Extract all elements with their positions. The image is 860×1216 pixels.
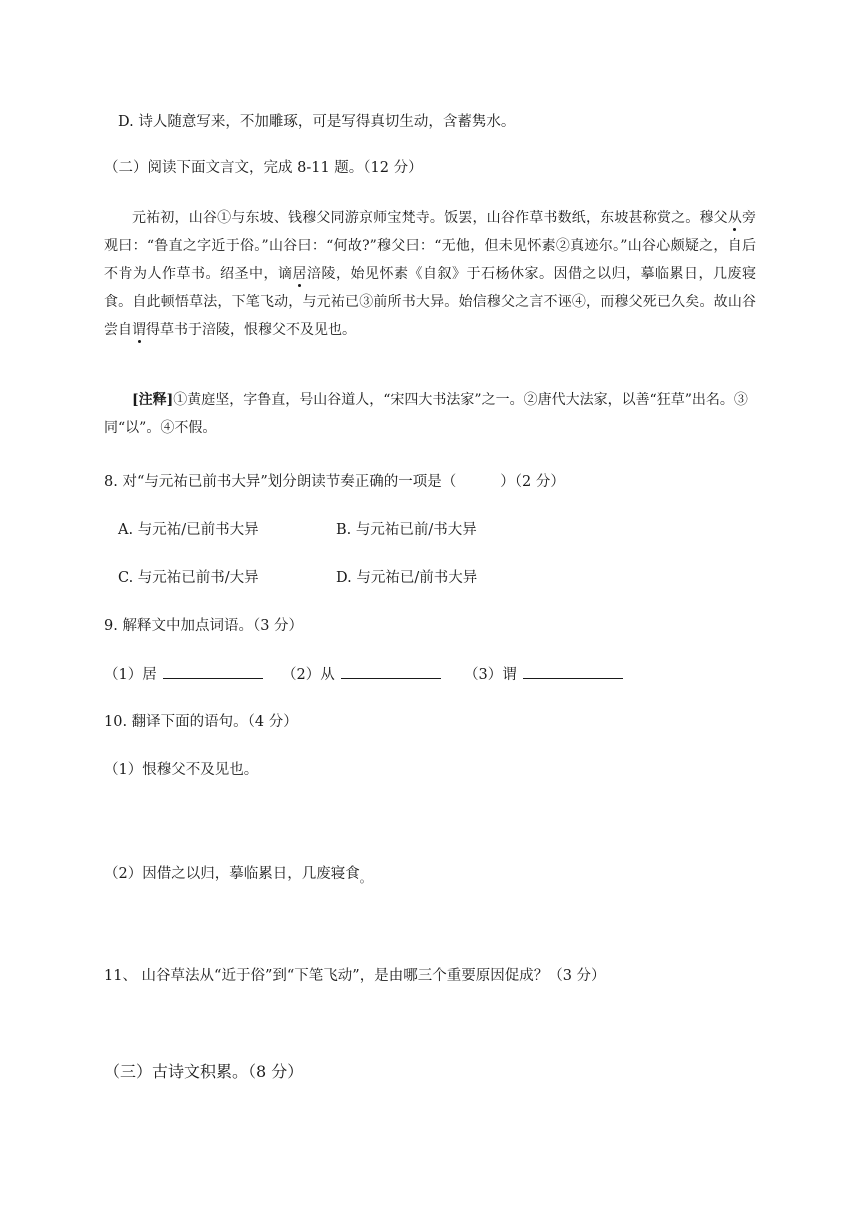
q9-item-label: （3）谓 bbox=[464, 667, 517, 683]
q10-sentence-1: （1）恨穆父不及见也。 bbox=[104, 762, 259, 778]
passage-text: 元祐初，山谷①与东坡、钱穆父同游京师宝梵寺。饭罢，山谷作草书数纸，东坡甚称赏之。穆父 bbox=[132, 210, 728, 226]
classical-passage bbox=[104, 204, 756, 344]
q10-sentence-2 bbox=[104, 864, 372, 884]
note-label: [注释] bbox=[132, 392, 174, 408]
q9-item-label: （1）居 bbox=[104, 667, 157, 683]
answer-blank-3[interactable] bbox=[523, 664, 623, 679]
q8-stem-score: ）（2 分） bbox=[500, 474, 565, 490]
dotted-word-cong: 从 bbox=[727, 210, 742, 226]
annotation-block bbox=[104, 386, 756, 442]
q9-stem: 9. 解释文中加点词语。（3 分） bbox=[104, 618, 304, 634]
answer-blank-1[interactable] bbox=[163, 664, 263, 679]
q9-item-label: （2）从 bbox=[282, 667, 335, 683]
q10-sentence-2-period: 。 bbox=[359, 871, 372, 885]
q8-option-d: D. 与元祐已/前书大异 bbox=[336, 570, 478, 586]
dotted-word-ju: 居 bbox=[292, 266, 307, 282]
q8-stem-text: 8. 对“与元祐已前书大异”划分朗读节奏正确的一项是（ bbox=[104, 474, 457, 490]
passage-text: 得草书于涪陵，恨穆父不及见也。 bbox=[146, 322, 356, 338]
q7-option-d: D. 诗人随意写来，不加雕琢，可是写得真切生动，含蓄隽水。 bbox=[118, 114, 516, 130]
q9-item-2 bbox=[282, 664, 441, 685]
q8-option-c: C. 与元祐已前书/大异 bbox=[118, 570, 259, 586]
section3-heading: （三）古诗文积累。（8 分） bbox=[104, 1062, 304, 1081]
passage-text: 旁观曰：“鲁直之字近于俗。”山谷曰：“何故?”穆父曰：“无他，但未见怀素②真迹尔。”山谷心颇疑之，自后不肯为人作草书。绍圣中，谪 bbox=[104, 210, 756, 282]
q8-stem bbox=[104, 472, 565, 492]
note-text: ①黄庭坚，字鲁直，号山谷道人，“宋四大书法家”之一。②唐代大法家，以善“狂草”出名。③同“以”。④不假。 bbox=[104, 392, 748, 436]
q8-option-b: B. 与元祐已前/书大异 bbox=[336, 522, 477, 538]
answer-blank-2[interactable] bbox=[341, 664, 441, 679]
q9-item-1 bbox=[104, 664, 263, 685]
q10-sentence-2-text: （2）因借之以归，摹临累日，几废寝食 bbox=[104, 866, 360, 882]
passage-text: 涪陵，始见怀素《自叙》于石杨休家。因借之以归，摹临累日，几废寝食。自此顿悟草法，下笔飞动，与元祐已③前所书大异。始信穆父之言不诬④，而穆父死已久矣。故山谷尝自 bbox=[104, 266, 756, 338]
q9-item-3 bbox=[464, 664, 623, 685]
q10-stem: 10. 翻译下面的语句。（4 分） bbox=[104, 714, 298, 730]
dotted-word-wei: 谓 bbox=[132, 322, 146, 338]
section2-heading: （二）阅读下面文言文，完成 8-11 题。（12 分） bbox=[104, 160, 423, 176]
q8-option-a: A. 与元祐/已前书大异 bbox=[118, 522, 259, 538]
q11-stem: 11、 山谷草法从“近于俗”到“下笔飞动”，是由哪三个重要原因促成？（3 分） bbox=[104, 968, 606, 984]
